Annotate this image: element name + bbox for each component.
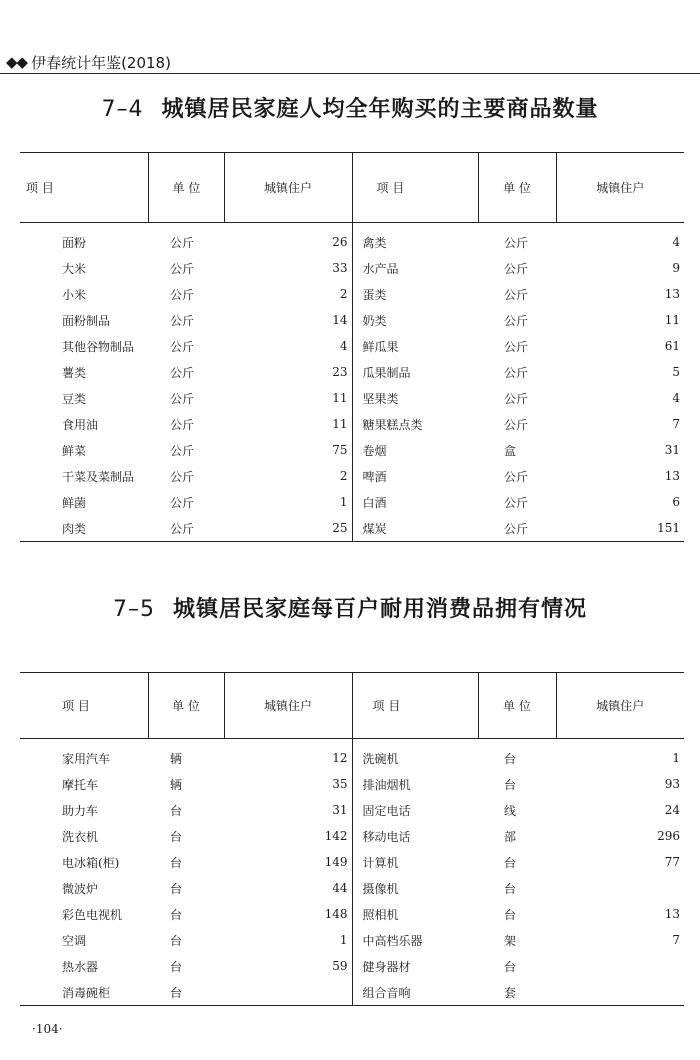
value-cell: 33 xyxy=(332,261,348,275)
unit-cell: 台 xyxy=(170,803,183,818)
value-cell xyxy=(556,953,684,979)
value-cell: 4 xyxy=(672,235,680,249)
item-cell: 豆类 xyxy=(62,391,87,406)
value-cell: 2 xyxy=(339,469,348,483)
running-header xyxy=(6,52,171,72)
unit-cell: 台 xyxy=(504,855,517,870)
column-header-urban: 城镇住户 xyxy=(224,153,352,223)
item-cell: 坚果类 xyxy=(352,385,478,411)
unit-cell: 台 xyxy=(170,959,183,974)
column-header-item: 项 目 xyxy=(352,153,478,223)
unit-cell: 公斤 xyxy=(170,287,195,302)
column-header-urban: 城镇住户 xyxy=(556,673,684,739)
item-cell: 彩色电视机 xyxy=(62,907,123,922)
item-cell: 瓜果制品 xyxy=(352,359,478,385)
unit-cell: 公斤 xyxy=(170,261,195,276)
item-cell: 助力车 xyxy=(62,803,99,818)
item-cell: 中高档乐器 xyxy=(352,927,478,953)
item-cell: 计算机 xyxy=(352,849,478,875)
item-cell: 鲜菌 xyxy=(62,495,87,510)
unit-cell: 公斤 xyxy=(170,235,195,250)
value-cell: 148 xyxy=(324,907,348,921)
unit-cell: 台 xyxy=(170,829,183,844)
table-row xyxy=(20,333,684,359)
table-row xyxy=(20,901,684,927)
unit-cell: 公斤 xyxy=(504,417,529,432)
unit-cell: 公斤 xyxy=(170,313,195,328)
unit-cell: 台 xyxy=(148,979,224,1006)
unit-cell: 台 xyxy=(504,751,517,766)
table-row xyxy=(20,437,684,463)
item-cell: 移动电话 xyxy=(352,823,478,849)
table-row xyxy=(20,823,684,849)
unit-cell: 台 xyxy=(504,907,517,922)
value-cell: 296 xyxy=(657,829,680,843)
value-cell: 25 xyxy=(224,515,352,542)
value-cell: 6 xyxy=(672,495,680,509)
item-cell: 健身器材 xyxy=(352,953,478,979)
table-row xyxy=(20,463,684,489)
value-cell: 151 xyxy=(556,515,684,542)
unit-cell: 台 xyxy=(170,907,183,922)
table-row xyxy=(20,739,684,772)
item-cell: 摩托车 xyxy=(62,777,99,792)
value-cell: 149 xyxy=(324,855,348,869)
page-number: ·104· xyxy=(32,1022,63,1036)
value-cell: 11 xyxy=(664,313,680,327)
table-row xyxy=(20,359,684,385)
unit-cell: 公斤 xyxy=(170,469,195,484)
item-cell: 水产品 xyxy=(352,255,478,281)
unit-cell: 公斤 xyxy=(504,391,529,406)
column-header-item: 项 目 xyxy=(20,153,148,223)
item-cell: 微波炉 xyxy=(62,881,99,896)
value-cell: 75 xyxy=(332,443,348,457)
value-cell: 61 xyxy=(664,339,680,353)
unit-cell: 台 xyxy=(504,881,517,896)
value-cell: 23 xyxy=(332,365,348,379)
column-header-unit: 单 位 xyxy=(478,153,556,223)
item-cell: 组合音响 xyxy=(352,979,478,1006)
item-cell: 家用汽车 xyxy=(62,751,111,766)
unit-cell: 公斤 xyxy=(170,417,195,432)
value-cell: 77 xyxy=(664,855,680,869)
value-cell: 4 xyxy=(672,391,680,405)
value-cell: 5 xyxy=(672,365,680,379)
item-cell: 肉类 xyxy=(20,515,148,542)
item-cell: 固定电话 xyxy=(352,797,478,823)
item-cell: 排油烟机 xyxy=(352,771,478,797)
value-cell: 142 xyxy=(324,829,348,843)
table-title-text: 城镇居民家庭人均全年购买的主要商品数量 xyxy=(161,97,599,122)
unit-cell: 架 xyxy=(504,933,517,948)
table-row xyxy=(20,255,684,281)
table-row xyxy=(20,797,684,823)
value-cell: 11 xyxy=(332,417,348,431)
item-cell: 面粉制品 xyxy=(62,313,111,328)
table-row xyxy=(20,927,684,953)
value-cell: 35 xyxy=(332,777,348,791)
value-cell: 44 xyxy=(332,881,348,895)
value-cell: 13 xyxy=(664,287,680,301)
column-header-item: 项 目 xyxy=(352,673,478,739)
unit-cell: 公斤 xyxy=(170,495,195,510)
value-cell: 24 xyxy=(664,803,680,817)
unit-cell: 公斤 xyxy=(170,339,195,354)
value-cell: 13 xyxy=(664,907,680,921)
column-header-urban: 城镇住户 xyxy=(224,673,352,739)
value-cell: 13 xyxy=(664,469,680,483)
value-cell: 4 xyxy=(339,339,348,353)
item-cell: 鲜菜 xyxy=(62,443,87,458)
value-cell: 1 xyxy=(339,933,348,947)
item-cell: 洗衣机 xyxy=(62,829,99,844)
value-cell: 31 xyxy=(332,803,348,817)
unit-cell: 公斤 xyxy=(504,339,529,354)
item-cell: 白酒 xyxy=(352,489,478,515)
value-cell: 31 xyxy=(664,443,680,457)
value-cell: 9 xyxy=(672,261,680,275)
table-7-4-title xyxy=(0,92,700,123)
column-header-unit: 单 位 xyxy=(148,673,224,739)
value-cell xyxy=(556,979,684,1006)
unit-cell: 公斤 xyxy=(170,391,195,406)
value-cell: 14 xyxy=(332,313,348,327)
value-cell: 7 xyxy=(672,933,680,947)
unit-cell: 台 xyxy=(170,855,183,870)
diamond-marker-icon: ◆◆ xyxy=(6,53,28,71)
unit-cell: 台 xyxy=(170,881,183,896)
item-cell: 禽类 xyxy=(352,223,478,256)
unit-cell: 部 xyxy=(504,829,517,844)
unit-cell: 公斤 xyxy=(504,495,529,510)
unit-cell: 公斤 xyxy=(504,235,529,250)
item-cell: 食用油 xyxy=(62,417,99,432)
value-cell: 11 xyxy=(332,391,348,405)
value-cell xyxy=(556,875,684,901)
unit-cell: 台 xyxy=(504,777,517,792)
table-title-text: 城镇居民家庭每百户耐用消费品拥有情况 xyxy=(172,597,587,622)
value-cell: 1 xyxy=(339,495,348,509)
table-row xyxy=(20,849,684,875)
item-cell: 薯类 xyxy=(62,365,87,380)
unit-cell: 套 xyxy=(478,979,556,1006)
unit-cell: 辆 xyxy=(170,751,183,766)
header-rule xyxy=(0,73,700,74)
item-cell: 摄像机 xyxy=(352,875,478,901)
value-cell: 59 xyxy=(332,959,348,973)
value-cell: 26 xyxy=(332,235,348,249)
table-row xyxy=(20,979,684,1006)
item-cell: 照相机 xyxy=(352,901,478,927)
table-row xyxy=(20,307,684,333)
unit-cell: 线 xyxy=(504,803,517,818)
unit-cell: 公斤 xyxy=(504,469,529,484)
table-row xyxy=(20,771,684,797)
value-cell: 93 xyxy=(664,777,680,791)
unit-cell: 公斤 xyxy=(504,287,529,302)
item-cell: 空调 xyxy=(62,933,87,948)
item-cell: 糖果糕点类 xyxy=(352,411,478,437)
unit-cell: 公斤 xyxy=(504,261,529,276)
value-cell xyxy=(224,979,352,1006)
item-cell: 电冰箱(柜) xyxy=(62,855,120,870)
value-cell: 7 xyxy=(672,417,680,431)
unit-cell: 公斤 xyxy=(170,365,195,380)
column-header-item: 项 目 xyxy=(20,673,148,739)
unit-cell: 台 xyxy=(170,933,183,948)
table-row xyxy=(20,953,684,979)
unit-cell: 公斤 xyxy=(148,515,224,542)
table-7-5-title xyxy=(0,592,700,623)
table-row xyxy=(20,223,684,256)
table-row xyxy=(20,489,684,515)
unit-cell: 公斤 xyxy=(170,443,195,458)
table-7-4 xyxy=(20,152,684,542)
table-row xyxy=(20,875,684,901)
value-cell: 1 xyxy=(672,751,680,765)
table-number: 7–4 xyxy=(101,97,144,122)
item-cell: 热水器 xyxy=(62,959,99,974)
unit-cell: 盒 xyxy=(504,443,517,458)
item-cell: 其他谷物制品 xyxy=(62,339,135,354)
item-cell: 鲜瓜果 xyxy=(352,333,478,359)
table-row xyxy=(20,281,684,307)
item-cell: 面粉 xyxy=(62,235,87,250)
item-cell: 洗碗机 xyxy=(352,739,478,772)
table-row xyxy=(20,411,684,437)
item-cell: 大米 xyxy=(62,261,87,276)
unit-cell: 公斤 xyxy=(504,365,529,380)
table-7-5 xyxy=(20,672,684,1006)
column-header-urban: 城镇住户 xyxy=(556,153,684,223)
unit-cell: 公斤 xyxy=(504,313,529,328)
value-cell: 2 xyxy=(339,287,348,301)
unit-cell: 公斤 xyxy=(478,515,556,542)
table-row xyxy=(20,515,684,542)
item-cell: 干菜及菜制品 xyxy=(62,469,135,484)
table-row xyxy=(20,385,684,411)
item-cell: 小米 xyxy=(62,287,87,302)
column-header-unit: 单 位 xyxy=(478,673,556,739)
item-cell: 煤炭 xyxy=(352,515,478,542)
value-cell: 12 xyxy=(332,751,348,765)
book-title: 伊春统计年鉴(2018) xyxy=(31,53,171,72)
table-number: 7–5 xyxy=(112,597,155,622)
item-cell: 卷烟 xyxy=(352,437,478,463)
item-cell: 啤酒 xyxy=(352,463,478,489)
item-cell: 消毒碗柜 xyxy=(20,979,148,1006)
unit-cell: 台 xyxy=(504,959,517,974)
item-cell: 奶类 xyxy=(352,307,478,333)
item-cell: 蛋类 xyxy=(352,281,478,307)
unit-cell: 辆 xyxy=(170,777,183,792)
column-header-unit: 单 位 xyxy=(148,153,224,223)
